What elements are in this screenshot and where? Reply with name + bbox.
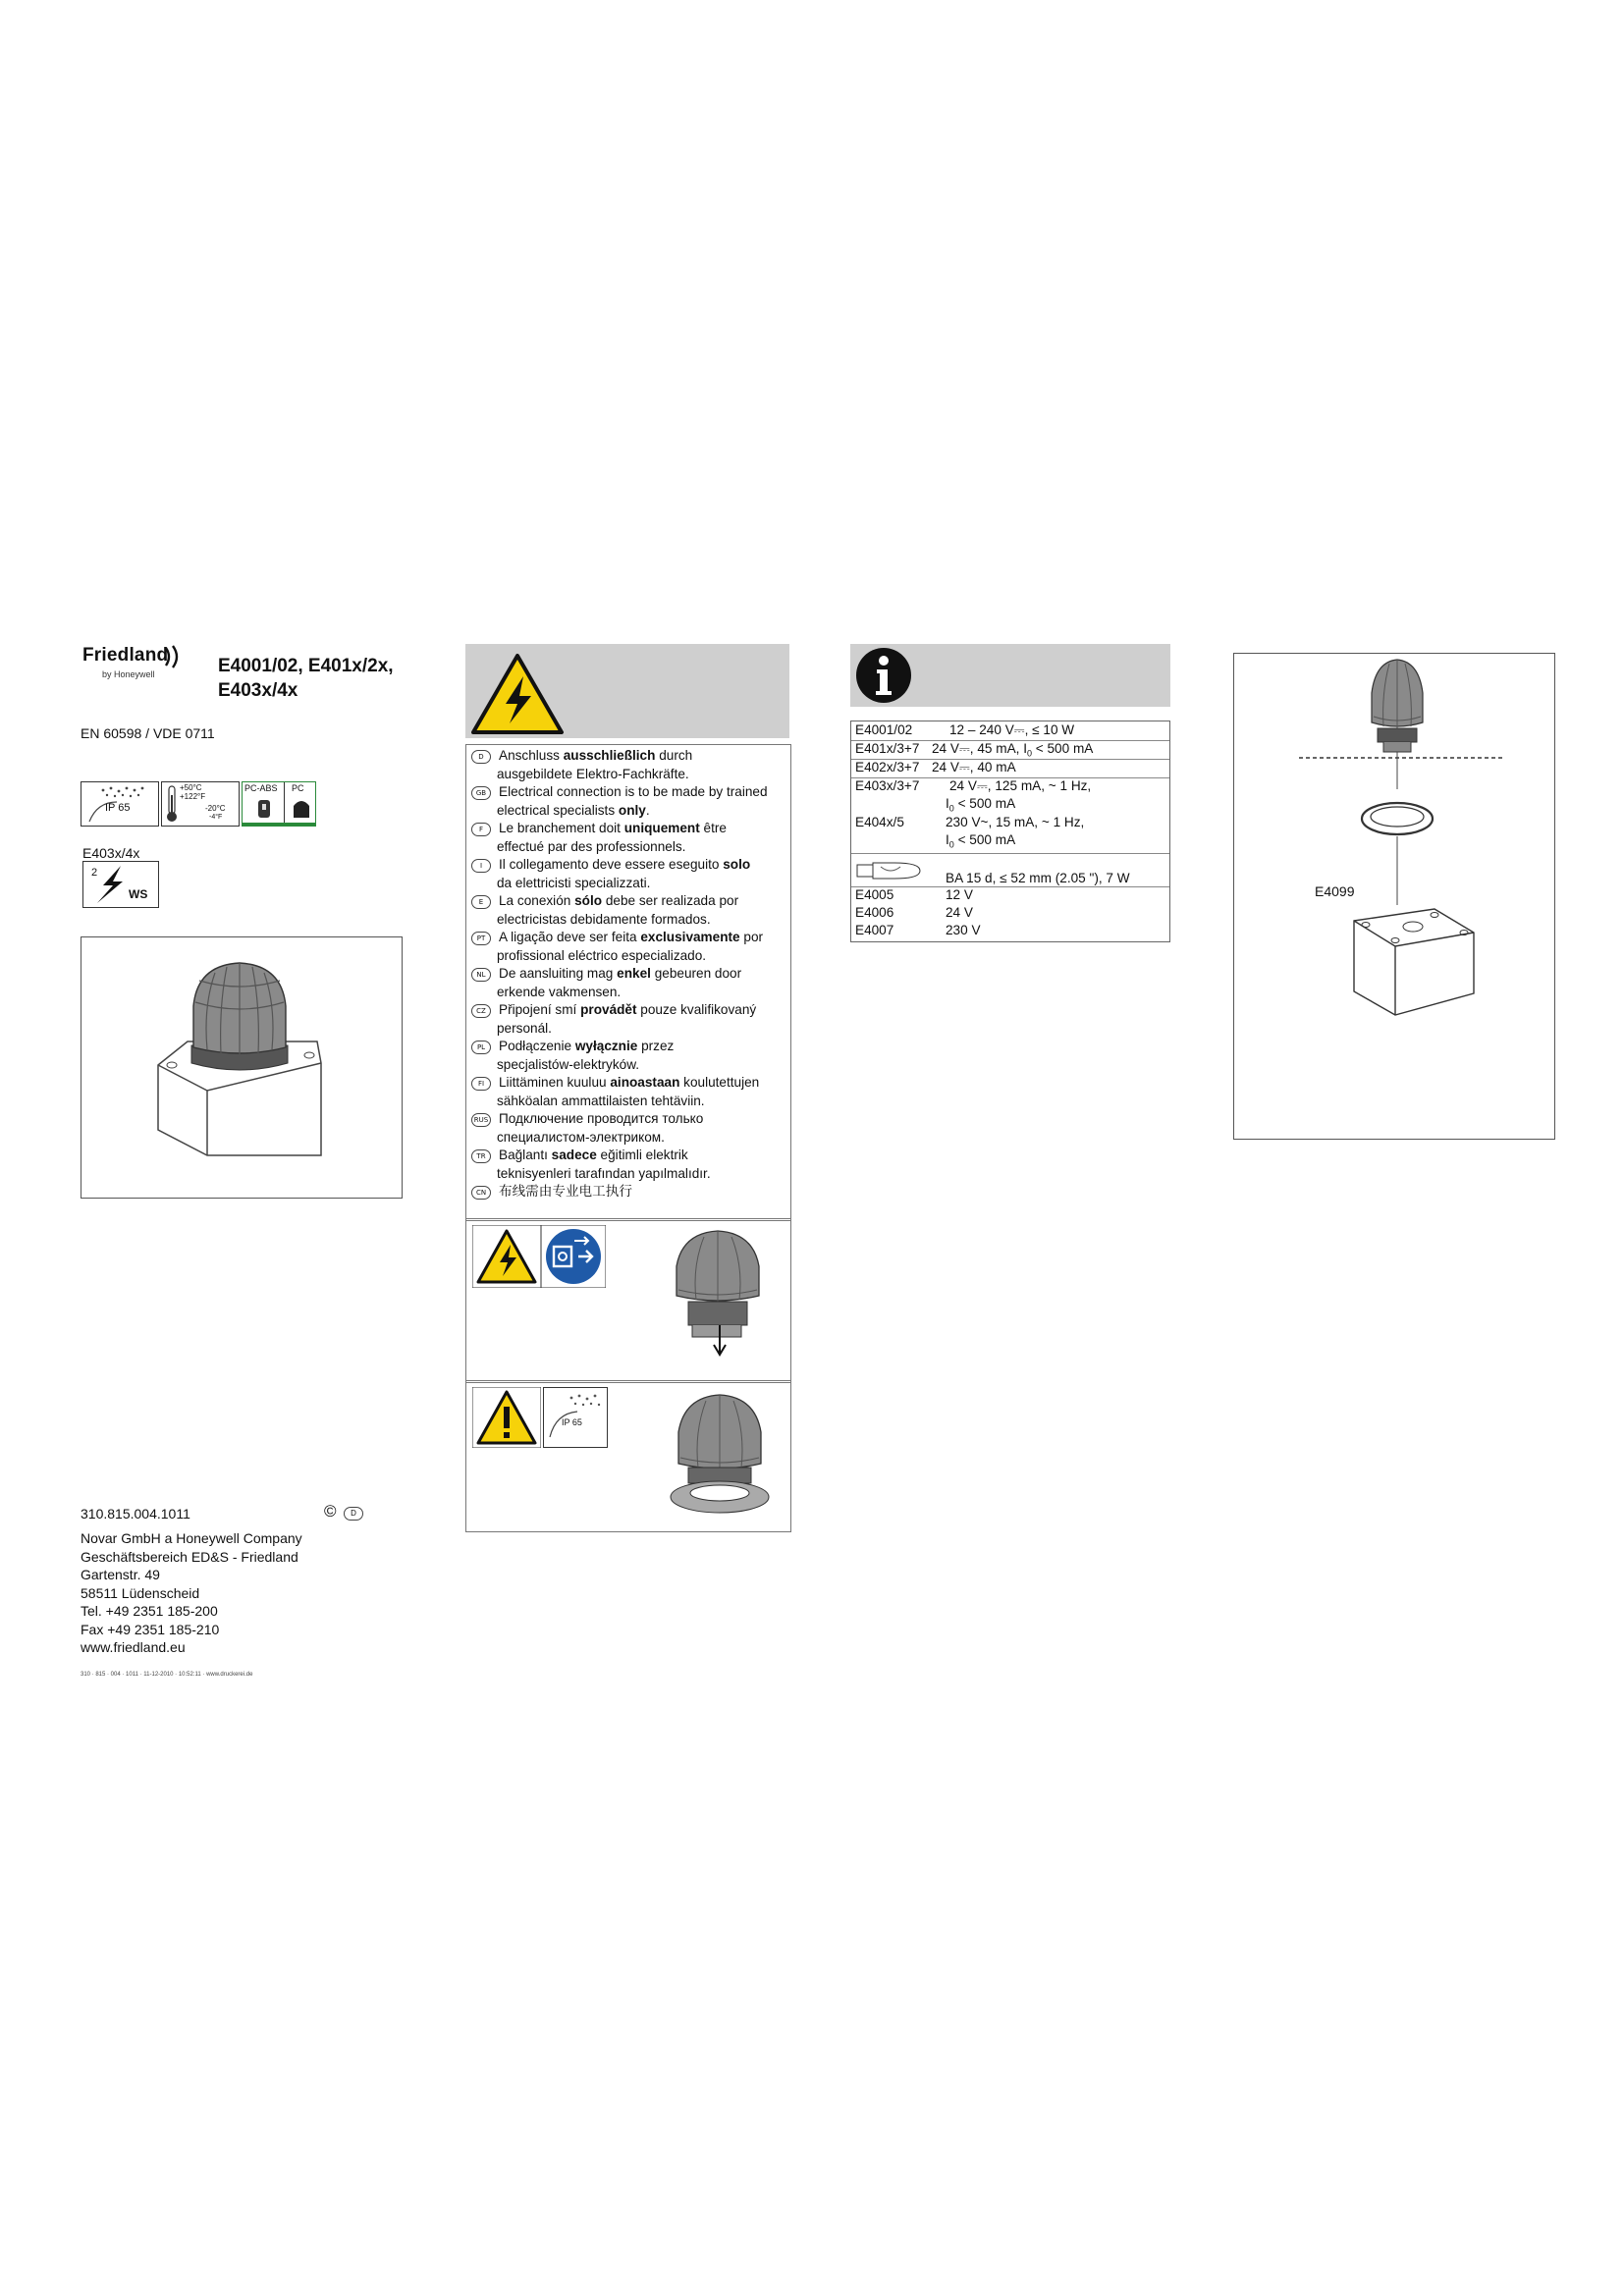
lens-material-icon [290, 796, 313, 820]
warning-segment: Il collegamento deve essere eseguito [499, 857, 724, 872]
spec-row-divider [851, 853, 1169, 854]
product-illustration [81, 937, 402, 1198]
temp-low-f: -4°F [209, 814, 223, 821]
warning-text [499, 1074, 759, 1093]
warning-segment: De aansluiting mag [499, 966, 618, 981]
spec-value: 12 – 240 V⎓, ≤ 10 W [949, 722, 1075, 737]
material-badge [242, 781, 316, 827]
flash-energy-unit: WS [129, 887, 148, 901]
spec-model: E403x/3+7 [855, 778, 920, 793]
copyright-icon: © [324, 1502, 337, 1521]
warning-text [499, 929, 763, 947]
warning-text [499, 1038, 674, 1056]
electrical-hazard-icon-small [472, 1225, 541, 1288]
accessory-drawing-frame [1233, 653, 1555, 1140]
warning-emphasis: sólo [574, 893, 603, 908]
standard-reference: EN 60598 / VDE 0711 [81, 725, 215, 741]
language-code-spacer [471, 950, 489, 962]
language-code-spacer [471, 914, 489, 926]
bulb-model: E4007 [855, 923, 894, 937]
language-code-icon: I [471, 859, 491, 873]
warning-line [466, 892, 790, 911]
warning-text [499, 965, 741, 984]
disconnect-power-icon [541, 1225, 606, 1288]
language-code-spacer [471, 1023, 489, 1035]
warning-text [497, 1093, 705, 1111]
warning-line [466, 875, 790, 893]
warning-emphasis: solo [723, 857, 751, 872]
address-block [81, 1529, 302, 1657]
country-code-icon [344, 1507, 363, 1521]
ip-rating-badge [81, 781, 159, 827]
material-green-line [243, 823, 315, 826]
warning-text [497, 1165, 711, 1184]
beacon-gasket-illustration [663, 1389, 781, 1526]
warning-segment: gebeuren door [650, 966, 742, 981]
warning-segment: erkende vakmensen. [497, 984, 622, 999]
language-code-icon: PL [471, 1041, 491, 1054]
product-title-line-1: E4001/02, E401x/2x, [218, 656, 394, 676]
ip-spray-label: IP 65 [562, 1417, 582, 1427]
warning-header [465, 644, 789, 738]
warning-emphasis: sadece [551, 1148, 597, 1162]
warning-emphasis: only [618, 802, 646, 818]
temp-high-f: +122°F [180, 792, 206, 801]
warning-text [497, 766, 689, 784]
warning-segment: por [739, 930, 764, 944]
language-code-icon: PT [471, 932, 491, 945]
address-line: Gartenstr. 49 [81, 1567, 160, 1582]
warning-emphasis: ausschließlich [563, 748, 656, 763]
language-code-spacer [471, 841, 489, 853]
warning-segment: La conexión [499, 893, 575, 908]
warning-text [499, 820, 727, 838]
brand-logo [82, 645, 190, 684]
warning-text [497, 1129, 665, 1148]
warning-emphasis: wyłącznie [574, 1039, 638, 1053]
language-code-icon: F [471, 823, 491, 836]
warning-segment: Připojení smí [499, 1002, 581, 1017]
warning-line [466, 1129, 790, 1148]
language-code-spacer [471, 805, 489, 817]
warning-segment: teknisyenleri tarafından yapılmalıdır. [497, 1165, 711, 1181]
warning-text [499, 1001, 756, 1020]
warning-text [497, 802, 650, 821]
language-code-icon: CN [471, 1186, 491, 1200]
exploded-view-illustration [1234, 654, 1554, 1139]
warning-segment: specjalistów-elektryków. [497, 1056, 640, 1072]
language-code-spacer [471, 769, 489, 780]
warning-line [466, 820, 790, 838]
warning-list [466, 747, 790, 1201]
warning-line [466, 1093, 790, 1111]
general-warning-icon [472, 1387, 541, 1448]
warning-line [466, 929, 790, 947]
warning-line [466, 1147, 790, 1165]
warning-line [466, 1020, 790, 1039]
warning-segment: pouze kvalifikovaný [636, 1002, 757, 1017]
material-pc-abs: PC-ABS [244, 783, 278, 793]
warning-segment: personál. [497, 1020, 552, 1036]
warning-text [497, 911, 711, 930]
product-title [218, 654, 394, 703]
temperature-badge [161, 781, 240, 827]
warning-text [499, 892, 738, 911]
document-number: 310.815.004.1011 [81, 1506, 190, 1522]
spec-model: E401x/3+7 [855, 741, 920, 756]
language-code-spacer [471, 1168, 489, 1180]
warning-segment: Anschluss [499, 748, 564, 763]
spec-table [850, 721, 1170, 942]
language-code-spacer [471, 1059, 489, 1071]
bulb-spec: BA 15 d, ≤ 52 mm (2.05 "), 7 W [946, 871, 1130, 885]
language-code-icon: RUS [471, 1113, 491, 1127]
product-drawing-frame [81, 936, 403, 1199]
warning-line [466, 984, 790, 1002]
warning-segment: sähköalan ammattilaisten tehtäviin. [497, 1093, 705, 1108]
lightning-flash-icon [91, 864, 131, 905]
info-header [850, 644, 1170, 707]
language-code-spacer [471, 878, 489, 889]
warning-text [499, 856, 750, 875]
language-code-spacer [471, 1132, 489, 1144]
bulb-model: E4005 [855, 887, 894, 902]
address-line: Novar GmbH a Honeywell Company [81, 1530, 302, 1546]
warning-line [466, 783, 790, 802]
country-code: D [351, 1509, 356, 1518]
warning-emphasis: enkel [617, 966, 651, 981]
bulb-voltage: 24 V [946, 905, 973, 920]
warning-emphasis: uniquement [623, 821, 700, 835]
brand-subtitle: by Honeywell [102, 669, 155, 679]
warning-segment: специалистом-электриком. [497, 1129, 665, 1145]
temp-high: +50°C [180, 783, 202, 792]
spec-model: E402x/3+7 [855, 760, 920, 774]
warning-segment: 布线需由专业电工执行 [499, 1184, 632, 1199]
warning-line [466, 1001, 790, 1020]
warning-line [466, 1074, 790, 1093]
bulb-icon [855, 857, 924, 884]
warning-text [497, 984, 621, 1002]
language-code-icon: TR [471, 1149, 491, 1163]
ip-spray-box [543, 1387, 608, 1448]
warning-text [497, 838, 685, 857]
warning-segment: Podłączenie [499, 1039, 575, 1053]
language-code-icon: FI [471, 1077, 491, 1091]
spec-value: 24 V⎓, 125 mA, ~ 1 Hz, [949, 778, 1092, 793]
warning-text [499, 1147, 688, 1165]
warning-segment: ausgebildete Elektro-Fachkräfte. [497, 766, 689, 781]
warning-line [466, 856, 790, 875]
warning-text [499, 1183, 632, 1201]
warning-segment: eğitimli elektrik [596, 1148, 688, 1162]
warning-segment: A ligação deve ser feita [499, 930, 641, 944]
warning-line [466, 911, 790, 930]
warning-text [499, 747, 692, 766]
spec-value: $I_0 < 500$ mA [946, 832, 1016, 850]
bulb-model: E4006 [855, 905, 894, 920]
disconnect-panel [465, 1218, 791, 1383]
warning-text [497, 947, 706, 966]
warning-segment: . [645, 802, 650, 818]
warning-line [466, 766, 790, 784]
warning-segment: Liittäminen kuuluu [499, 1075, 611, 1090]
warning-text [499, 783, 768, 802]
bulb-voltage: 230 V [946, 923, 981, 937]
warning-segment: Подключение проводится только [499, 1111, 704, 1126]
warning-segment: profissional eléctrico especializado. [497, 947, 707, 963]
housing-material-icon [254, 798, 274, 820]
warning-segment: Electrical connection is to be made by trained [499, 784, 768, 799]
warning-line [466, 965, 790, 984]
warning-line [466, 1183, 790, 1201]
warning-segment: Bağlantı [499, 1148, 552, 1162]
warning-line [466, 747, 790, 766]
bulb-voltage: 12 V [946, 887, 973, 902]
warning-segment: debe ser realizada por [602, 893, 739, 908]
warning-line [466, 1038, 790, 1056]
flash-energy-number: 2 [91, 867, 98, 879]
language-code-spacer [471, 987, 489, 998]
warning-line [466, 1110, 790, 1129]
temp-low: -20°C [205, 804, 226, 813]
product-title-line-2: E403x/4x [218, 680, 298, 701]
spec-model: E404x/5 [855, 815, 904, 829]
beacon-removal-illustration [663, 1227, 781, 1364]
warning-line [466, 1165, 790, 1184]
language-code-icon: CZ [471, 1004, 491, 1018]
warning-segment: durch [655, 748, 693, 763]
warning-line [466, 838, 790, 857]
warning-emphasis: exclusivamente [640, 930, 740, 944]
information-icon [854, 646, 913, 705]
thermometer-icon [166, 785, 178, 823]
warning-segment: electricistas debidamente formados. [497, 911, 711, 927]
warning-emphasis: provádět [580, 1002, 637, 1017]
spec-model: E4001/02 [855, 722, 913, 737]
warning-segment: electrical specialists [497, 802, 619, 818]
spec-row-divider [851, 886, 1169, 887]
language-code-icon: E [471, 895, 491, 909]
language-code-spacer [471, 1095, 489, 1107]
spec-value: 230 V~, 15 mA, ~ 1 Hz, [946, 815, 1085, 829]
website-link[interactable]: www.friedland.eu [81, 1639, 186, 1655]
warning-segment: Le branchement doit [499, 821, 624, 835]
warning-line [466, 802, 790, 821]
material-divider [284, 782, 285, 826]
warning-segment: être [699, 821, 727, 835]
language-code-icon: D [471, 750, 491, 764]
flash-energy-badge [82, 861, 159, 908]
warning-emphasis: ainoastaan [610, 1075, 680, 1090]
warning-segment: przez [637, 1039, 675, 1053]
logo-waves-icon [163, 645, 185, 668]
warning-segment: effectué par des professionnels. [497, 838, 686, 854]
brand-name: Friedland [82, 645, 169, 666]
address-line: Fax +49 2351 185-210 [81, 1621, 220, 1637]
warning-segment: koulutettujen [679, 1075, 760, 1090]
language-code-icon: GB [471, 786, 491, 800]
spec-value: $I_0 < 500$ mA [946, 796, 1016, 814]
address-line: Geschäftsbereich ED&S - Friedland [81, 1548, 298, 1565]
language-code-icon: NL [471, 968, 491, 982]
material-pc: PC [292, 783, 304, 793]
warning-text [497, 1056, 639, 1075]
warning-text [497, 875, 650, 893]
electrical-hazard-icon [470, 653, 565, 735]
print-code: 310 · 815 · 004 · 1011 · 11-12-2010 · 10:52:11 · www.druckerei.de [81, 1672, 253, 1678]
spec-value: 24 V⎓, 40 mA [932, 760, 1016, 774]
warning-line [466, 947, 790, 966]
model-label: E403x/4x [82, 845, 140, 861]
warning-line [466, 1056, 790, 1075]
accessory-label: E4099 [1315, 883, 1355, 899]
warning-text-panel [465, 744, 791, 1221]
warning-text [499, 1110, 703, 1129]
warning-segment: da elettricisti specializzati. [497, 875, 651, 890]
ip-rating-text: IP 65 [105, 802, 131, 814]
spec-value: 24 V⎓, 45 mA, $I_0 < 500$ mA [932, 741, 1094, 759]
ip-warning-panel [465, 1380, 791, 1532]
address-line: 58511 Lüdenscheid [81, 1584, 200, 1601]
address-line: Tel. +49 2351 185-200 [81, 1603, 218, 1619]
warning-text [497, 1020, 552, 1039]
